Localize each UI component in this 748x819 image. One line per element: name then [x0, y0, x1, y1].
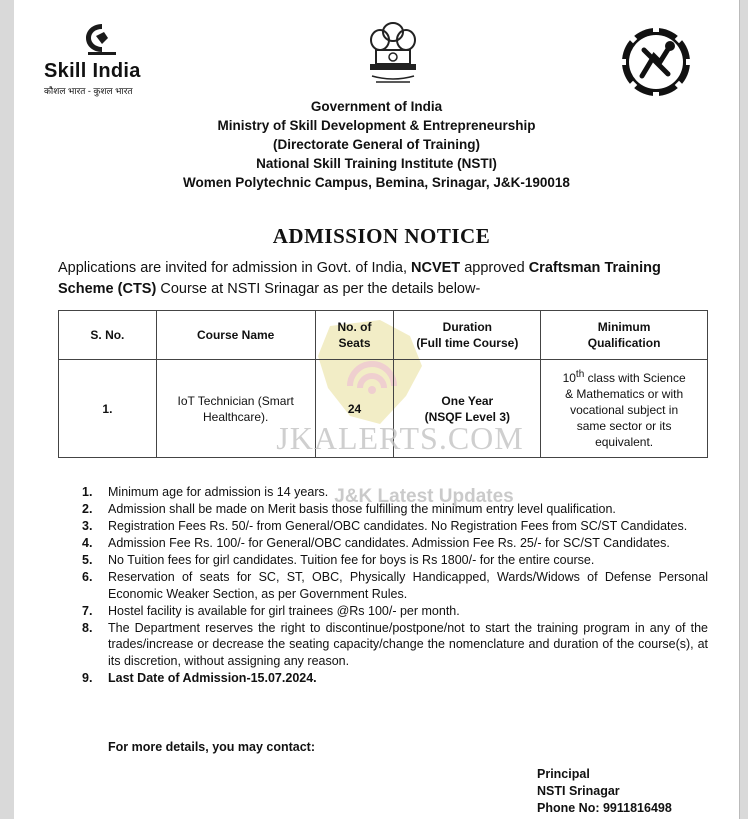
rule-number: 2. [82, 502, 93, 516]
intro-text-c: approved [460, 260, 529, 276]
row-qual-line4: same sector or its [576, 419, 672, 433]
row-course-line2: Healthcare). [202, 409, 269, 424]
header-seats [315, 311, 394, 360]
rule-text: Last Date of Admission-15.07.2024. [108, 670, 317, 685]
header-duration-line2: (Full time Course) [416, 336, 519, 350]
row-qual-line5: equivalent. [595, 435, 654, 449]
row-course-line1: IoT Technician (Smart [177, 393, 294, 408]
list-item [58, 518, 708, 535]
rule-number: 7. [82, 603, 93, 618]
row-qual-10: 10 [562, 371, 576, 385]
notice-title: ADMISSION NOTICE [272, 224, 491, 248]
header-qualification [541, 311, 708, 360]
header-duration [394, 311, 541, 360]
watermark-site: JKALERTS.COM [276, 420, 524, 456]
rule-text: Minimum age for admission is 14 years. [108, 485, 329, 499]
rule-number: 6. [82, 570, 93, 584]
intro-scheme: Craftsman Training Scheme (CTS) [58, 260, 661, 297]
skill-india-name: Skill India [44, 60, 141, 82]
rule-number: 1. [82, 485, 93, 499]
list-item [58, 603, 708, 620]
gear-hand-logo-icon [620, 26, 692, 98]
signatory-phone: Phone No: 9911816498 [537, 801, 672, 815]
rule-text: Admission Fee Rs. 100/- for General/OBC candidates. Admission Fee Rs. 25/- for SC/ST Candidates. [108, 536, 670, 550]
rule-text: Reservation of seats for SC, ST, OBC, Physically Handicapped, Wards/Widows of Defense Personal Economic Weaker Section, as per Government Rules. [108, 570, 708, 601]
skill-india-mark-icon [82, 22, 122, 56]
header-line-ministry: Ministry of Skill Development & Entrepreneurship [217, 118, 536, 133]
notice-intro [58, 258, 718, 300]
rule-text: Hostel facility is available for girl trainees @Rs 100/- per month. [108, 603, 460, 618]
contact-line: For more details, you may contact: [108, 740, 315, 754]
intro-text-e: Course at NSTI Srinagar as per the details below- [156, 281, 481, 297]
header-line-institute: National Skill Training Institute (NSTI) [256, 156, 497, 171]
row-seats: 24 [315, 360, 394, 458]
rule-text: The Department reserves the right to discontinue/postpone/not to start the training program in any of the trades/increase or decrease the seating capacity/change the nomenclature and duration of the course(s), at its discretion, without assigning any reason. [108, 620, 708, 668]
signatory-block [537, 766, 672, 817]
header-seats-line2: Seats [338, 336, 371, 350]
rule-number: 3. [82, 519, 93, 533]
intro-text-a: Applications are invited for admission in Govt. of India, [58, 260, 412, 276]
rule-text: Registration Fees Rs. 50/- from General/OBC candidates. No Registration Fees from SC/ST Candidates. [108, 519, 688, 533]
header-sno: S. No. [59, 311, 157, 360]
rule-number: 9. [82, 670, 93, 685]
row-qual-line2: & Mathematics or with [565, 387, 684, 401]
skill-india-logo [44, 22, 164, 94]
admission-rules [58, 484, 708, 687]
rule-number: 4. [82, 536, 93, 550]
row-duration-line1: One Year [441, 393, 494, 408]
list-item [58, 620, 708, 670]
signatory-title: Principal [537, 767, 590, 781]
notice-page [14, 0, 740, 819]
header-qual-line2: Qualification [587, 336, 661, 350]
institute-header [14, 97, 739, 192]
skill-india-tagline: कौशल भारत - कुशल भारत [44, 86, 133, 96]
header-line-directorate: (Directorate General of Training) [272, 137, 481, 152]
row-duration-line2: (NSQF Level 3) [424, 409, 510, 424]
course-table-header [59, 311, 708, 360]
list-item [58, 569, 708, 602]
signatory-org: NSTI Srinagar [537, 784, 620, 798]
header-duration-line1: Duration [442, 320, 492, 334]
rule-number: 8. [82, 620, 93, 635]
header-course-name: Course Name [156, 311, 315, 360]
national-emblem-icon [362, 20, 424, 88]
intro-ncvet: NCVET [411, 260, 461, 276]
row-qual-line1 [545, 367, 703, 386]
row-qual-line3: vocational subject in [570, 403, 679, 417]
header-seats-line1: No. of [337, 320, 372, 334]
row-qual-th: th [575, 369, 585, 380]
watermark-tagline: J&K Latest Updates [334, 486, 514, 507]
header-qual-line1: Minimum [597, 320, 651, 334]
row-qual-line1-rest: class with Science [584, 371, 686, 385]
rule-number: 5. [82, 553, 93, 567]
list-item [58, 670, 708, 687]
list-item [58, 552, 708, 569]
rule-text: No Tuition fees for girl candidates. Tuition fee for boys is Rs 1800/- for the entire course. [108, 553, 595, 567]
header-line-address: Women Polytechnic Campus, Bemina, Srinagar, J&K-190018 [183, 175, 570, 190]
list-item [58, 535, 708, 552]
rule-text: Admission shall be made on Merit basis those fulfilling the minimum entry level qualification. [108, 502, 616, 516]
row-sno: 1. [59, 360, 157, 458]
row-qualification [541, 360, 708, 458]
header-line-government: Government of India [310, 99, 443, 114]
